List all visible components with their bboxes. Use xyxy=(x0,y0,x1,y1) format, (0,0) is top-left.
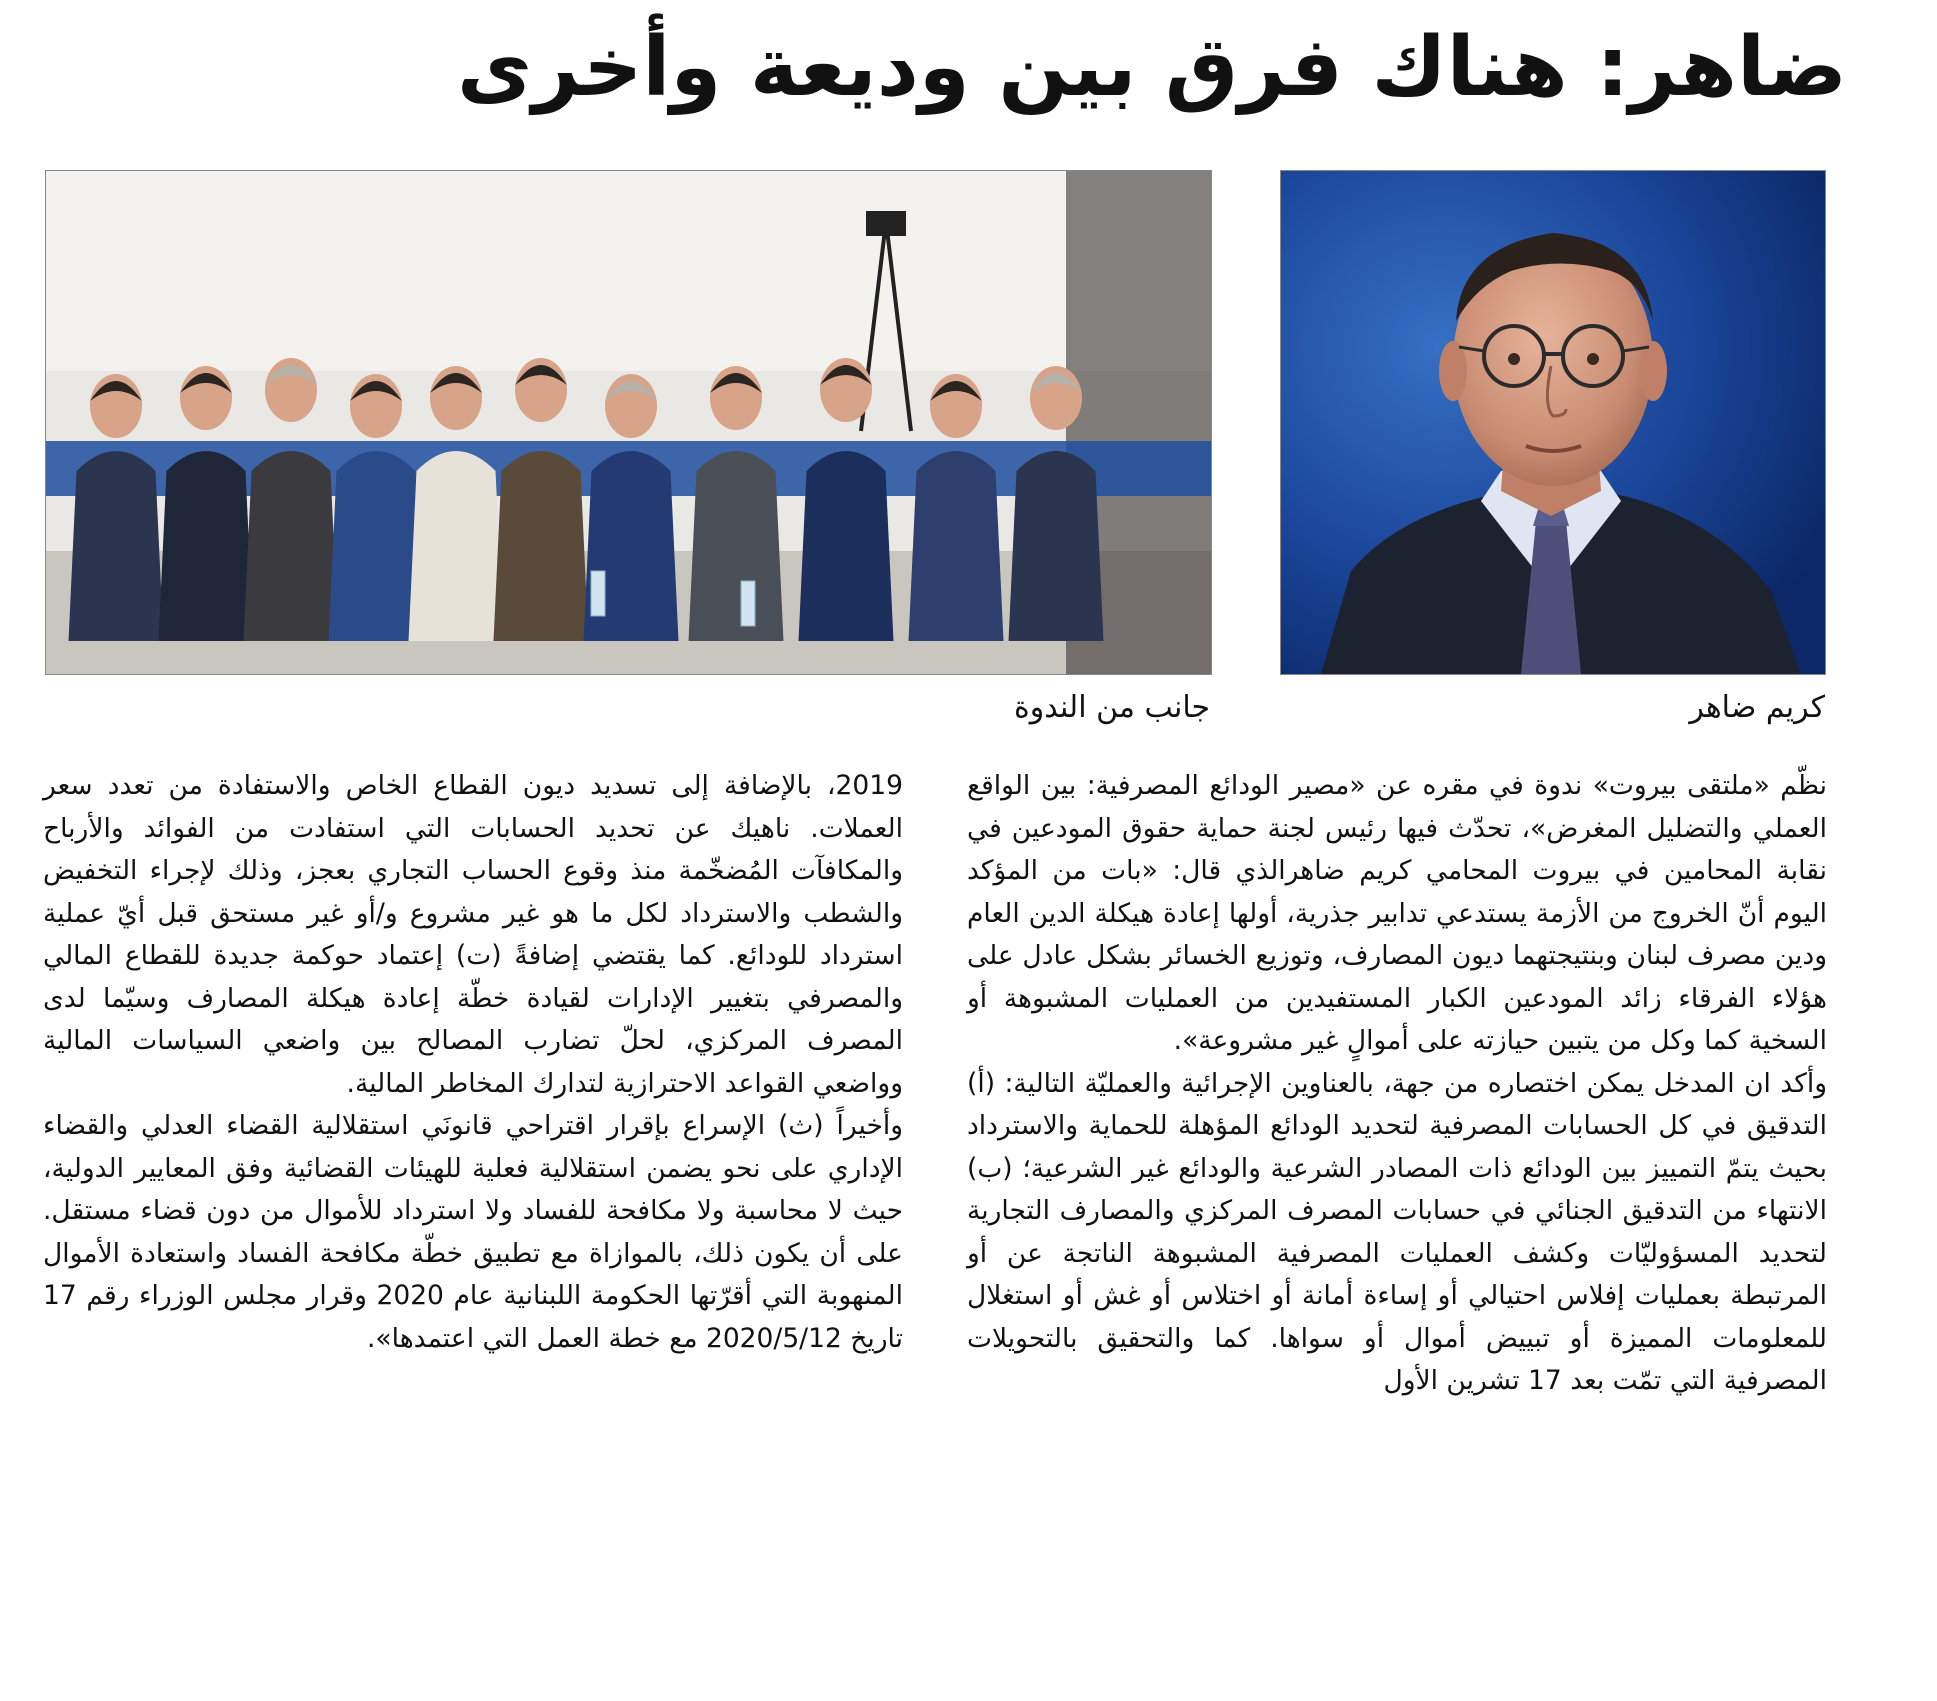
paragraph: نظّم «ملتقى بيروت» ندوة في مقره عن «مصير الودائع المصرفية: بين الواقع العملي والتضليل المغرض»، تحدّث فيها رئيس لجنة حماية حقوق المودعين في نقابة المحامين في بيروت المحامي كريم ضاهرالذي قال: «بات من المؤكد اليوم أنّ الخروج من الأزمة يستدعي تدابير جذرية، أولها إعادة هيكلة الدين العام ودين مصرف لبنان وبنتيجتهما ديون المصارف، وتوزيع الخسائر بشكل عادل على هؤلاء الفرقاء زائد المودعين الكبار المستفيدين من العمليات المشبوهة أو السخية كما وكل من يتبين حيازته على أموالٍ غير مشروعة». xyxy=(967,770,1827,1056)
portrait-photo xyxy=(1280,170,1826,675)
paragraph: 2019، بالإضافة إلى تسديد ديون القطاع الخاص والاستفادة من تعدد سعر العملات. ناهيك عن تحديد الحسابات التي استفادت من الفوائد والأرباح والمكافآت المُضخّمة منذ وقوع الحساب التجاري بعجز، وذلك لإجراء التخفيض والشطب والاسترداد لكل ما هو غير مشروع و/أو غير مستحق قبل أيّ عملية استرداد للودائع. كما يقتضي إضافةً (ت) إعتماد حوكمة جديدة للقطاع المالي والمصرفي بتغيير الإدارات لقيادة خطّة إعادة هيكلة المصارف وسيّما لدى المصرف المركزي، لحلّ تضارب المصالح بين واضعي السياسات المالية وواضعي القواعد الاحترازية لتدارك المخاطر المالية. xyxy=(43,770,903,1099)
article-column-left xyxy=(43,765,903,1360)
audience-photo xyxy=(45,170,1212,675)
paragraph: وأخيراً (ث) الإسراع بإقرار اقتراحي قانونَي استقلالية القضاء العدلي والقضاء الإداري على نحو يضمن استقلالية فعلية للهيئات القضائية وفق المعايير الدولية، حيث لا محاسبة ولا مكافحة للفساد ولا استرداد للأموال من دون قضاء مستقل. على أن يكون ذلك، بالموازاة مع تطبيق خطّة مكافحة الفساد واستعادة الأموال المنهوبة التي أقرّتها الحكومة اللبنانية عام 2020 وقرار مجلس الوزراء رقم 17 تاريخ 2020/5/12 مع خطة العمل التي اعتمدها». xyxy=(43,1110,903,1354)
paragraph: وأكد ان المدخل يمكن اختصاره من جهة، بالعناوين الإجرائية والعمليّة التالية: (أ) التدقيق في كل الحسابات المصرفية لتحديد الودائع المؤهلة للحماية والاسترداد بحيث يتمّ التمييز بين الودائع ذات المصادر الشرعية والودائع غير الشرعية؛ (ب) الانتهاء من التدقيق الجنائي في حسابات المصرف المركزي والمصارف التجارية لتحديد المسؤوليّات وكشف العمليات المصرفية المشبوهة الناتجة عن أو المرتبطة بعمليات إفلاس احتيالي أو إساءة أمانة أو اختلاس أو غش أو استغلال للمعلومات المميزة أو تبييض أموال أو سواها. كما والتحقيق بالتحويلات المصرفية التي تمّت بعد 17 تشرين الأول xyxy=(967,1067,1827,1396)
headline: ضاهر: هناك فرق بين وديعة وأخرى xyxy=(457,20,1847,115)
article-column-right xyxy=(967,765,1827,1403)
portrait-caption: كريم ضاهر xyxy=(1689,690,1825,725)
audience-caption: جانب من الندوة xyxy=(1014,690,1210,725)
